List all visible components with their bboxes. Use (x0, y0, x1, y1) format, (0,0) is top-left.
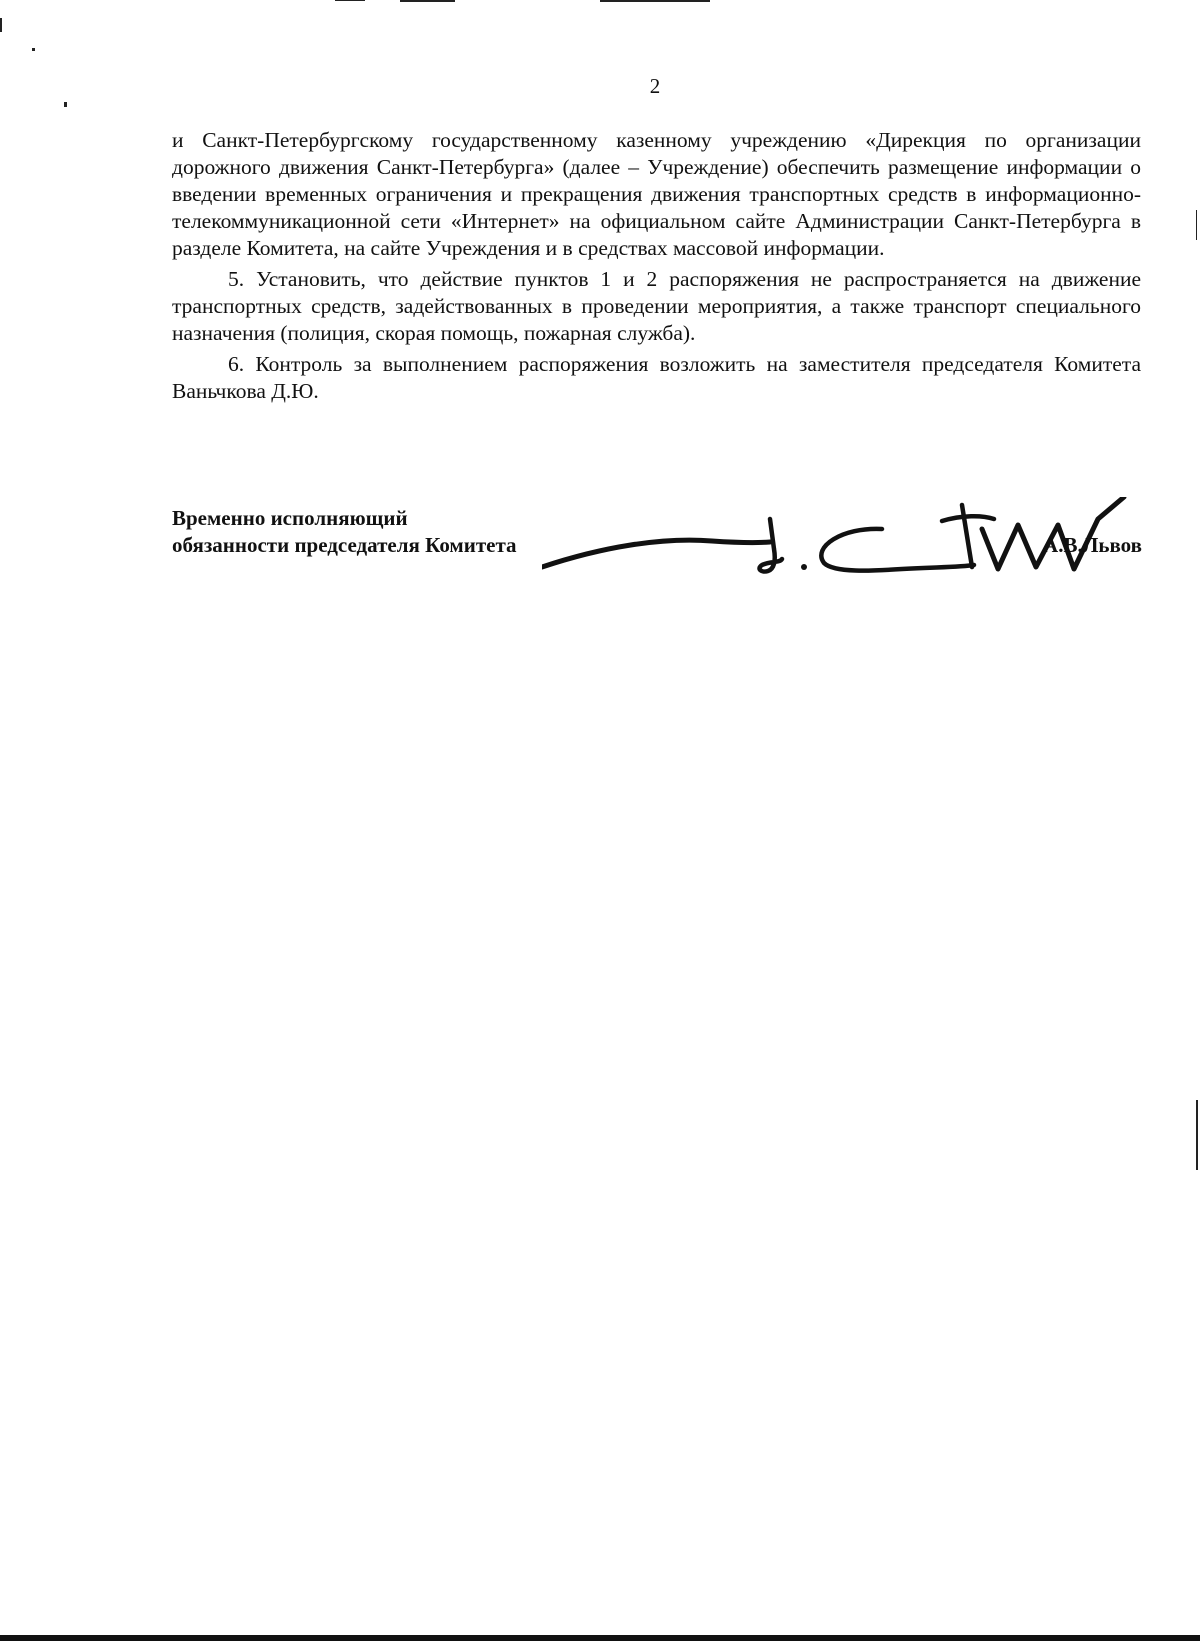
scan-artifact (1196, 210, 1197, 240)
paragraph-continuation: и Санкт-Петербургскому государственному казенному учреждению «Дирекция по организации дорожного движения Санкт-Петербурга» (далее – Учреждение) обеспечить размещение информации о введении временных ограничения и прекращения движения транспортных средств в информационно-телекоммуникационной сети «Интернет» на официальном сайте Администрации Санкт-Петербурга в разделе Комитета, на сайте Учреждения и в средствах массовой информации. (172, 128, 1141, 260)
scan-artifact (1196, 1100, 1198, 1170)
scan-artifact (400, 0, 455, 2)
paragraph-item-5: 5. Установить, что действие пунктов 1 и 2 распоряжения не распространяется на движение транспортных средств, задействованных в проведении мероприятия, а также транспорт специального назначения (полиция, скорая помощь, пожарная служба). (172, 267, 1141, 345)
scan-artifact (64, 102, 67, 107)
page-number: 2 (649, 74, 661, 98)
signatory-title-line-1: Временно исполняющий (172, 506, 408, 530)
scan-artifact (335, 0, 365, 1)
scan-artifact (32, 48, 35, 51)
signatory-title-line-2: обязанности председателя Комитета (172, 533, 517, 557)
scan-artifact (0, 18, 2, 32)
signature-block (172, 505, 1142, 585)
signatory-title (172, 505, 517, 559)
signatory-name: А.В.Львов (1043, 533, 1142, 557)
scan-bottom-edge (0, 1635, 1200, 1641)
paragraph-item-6: 6. Контроль за выполнением распоряжения возложить на заместителя председателя Комитета Ваньчкова Д.Ю. (172, 352, 1141, 403)
scan-artifact (600, 0, 710, 2)
document-body (172, 127, 1141, 405)
